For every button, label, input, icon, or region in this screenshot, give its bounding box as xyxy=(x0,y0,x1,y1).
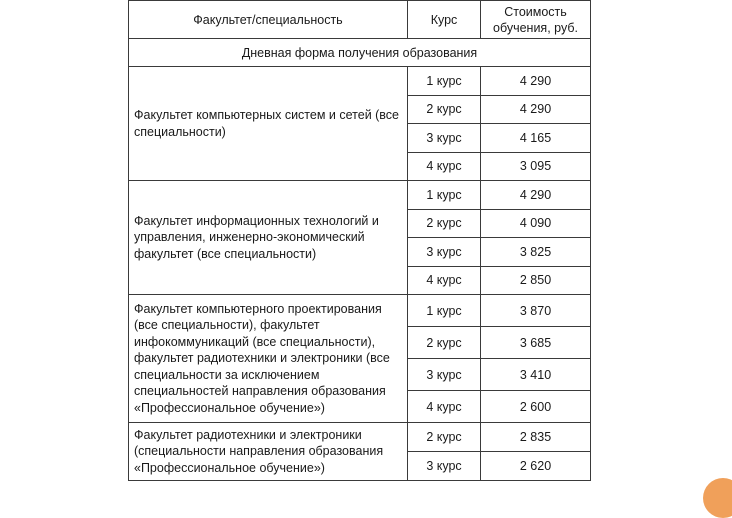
course-cell: 4 курс xyxy=(408,391,481,423)
cost-cell: 3 825 xyxy=(481,238,591,267)
cost-cell: 3 095 xyxy=(481,152,591,181)
course-cell: 3 курс xyxy=(408,124,481,153)
cost-cell: 4 290 xyxy=(481,67,591,96)
course-cell: 1 курс xyxy=(408,181,481,210)
section-row xyxy=(129,39,591,67)
cost-cell: 2 600 xyxy=(481,391,591,423)
table-row xyxy=(129,295,591,327)
course-cell: 3 курс xyxy=(408,238,481,267)
cost-cell: 4 165 xyxy=(481,124,591,153)
course-cell: 2 курс xyxy=(408,423,481,452)
course-cell: 2 курс xyxy=(408,209,481,238)
floating-action-button[interactable] xyxy=(703,478,732,518)
cost-cell: 3 685 xyxy=(481,327,591,359)
course-cell: 3 курс xyxy=(408,452,481,481)
table-row xyxy=(129,423,591,452)
header-row xyxy=(129,1,591,39)
cost-cell: 4 090 xyxy=(481,209,591,238)
cost-cell: 4 290 xyxy=(481,181,591,210)
faculty-cell: Факультет компьютерного проектирования (все специальности), факультет инфокоммуникаций (все специальности), факультет радиотехники и электроники (все специальности за исключением специальностей направления образования «Профессиональное обучение») xyxy=(129,295,408,423)
header-faculty: Факультет/специальность xyxy=(129,1,408,39)
course-cell: 4 курс xyxy=(408,266,481,295)
cost-cell: 3 410 xyxy=(481,359,591,391)
tuition-table xyxy=(128,0,591,481)
cost-cell: 2 620 xyxy=(481,452,591,481)
course-cell: 2 курс xyxy=(408,327,481,359)
cost-cell: 2 835 xyxy=(481,423,591,452)
course-cell: 3 курс xyxy=(408,359,481,391)
faculty-cell: Факультет радиотехники и электроники (специальности направления образования «Профессиональное обучение») xyxy=(129,423,408,481)
header-course: Курс xyxy=(408,1,481,39)
cost-cell: 4 290 xyxy=(481,95,591,124)
header-cost: Стоимость обучения, руб. xyxy=(481,1,591,39)
table-row xyxy=(129,67,591,96)
course-cell: 1 курс xyxy=(408,295,481,327)
course-cell: 4 курс xyxy=(408,152,481,181)
faculty-cell: Факультет информационных технологий и управления, инженерно-экономический факультет (все специальности) xyxy=(129,181,408,295)
cost-cell: 3 870 xyxy=(481,295,591,327)
course-cell: 2 курс xyxy=(408,95,481,124)
faculty-cell: Факультет компьютерных систем и сетей (все специальности) xyxy=(129,67,408,181)
section-title: Дневная форма получения образования xyxy=(129,39,591,67)
table-row xyxy=(129,181,591,210)
course-cell: 1 курс xyxy=(408,67,481,96)
cost-cell: 2 850 xyxy=(481,266,591,295)
